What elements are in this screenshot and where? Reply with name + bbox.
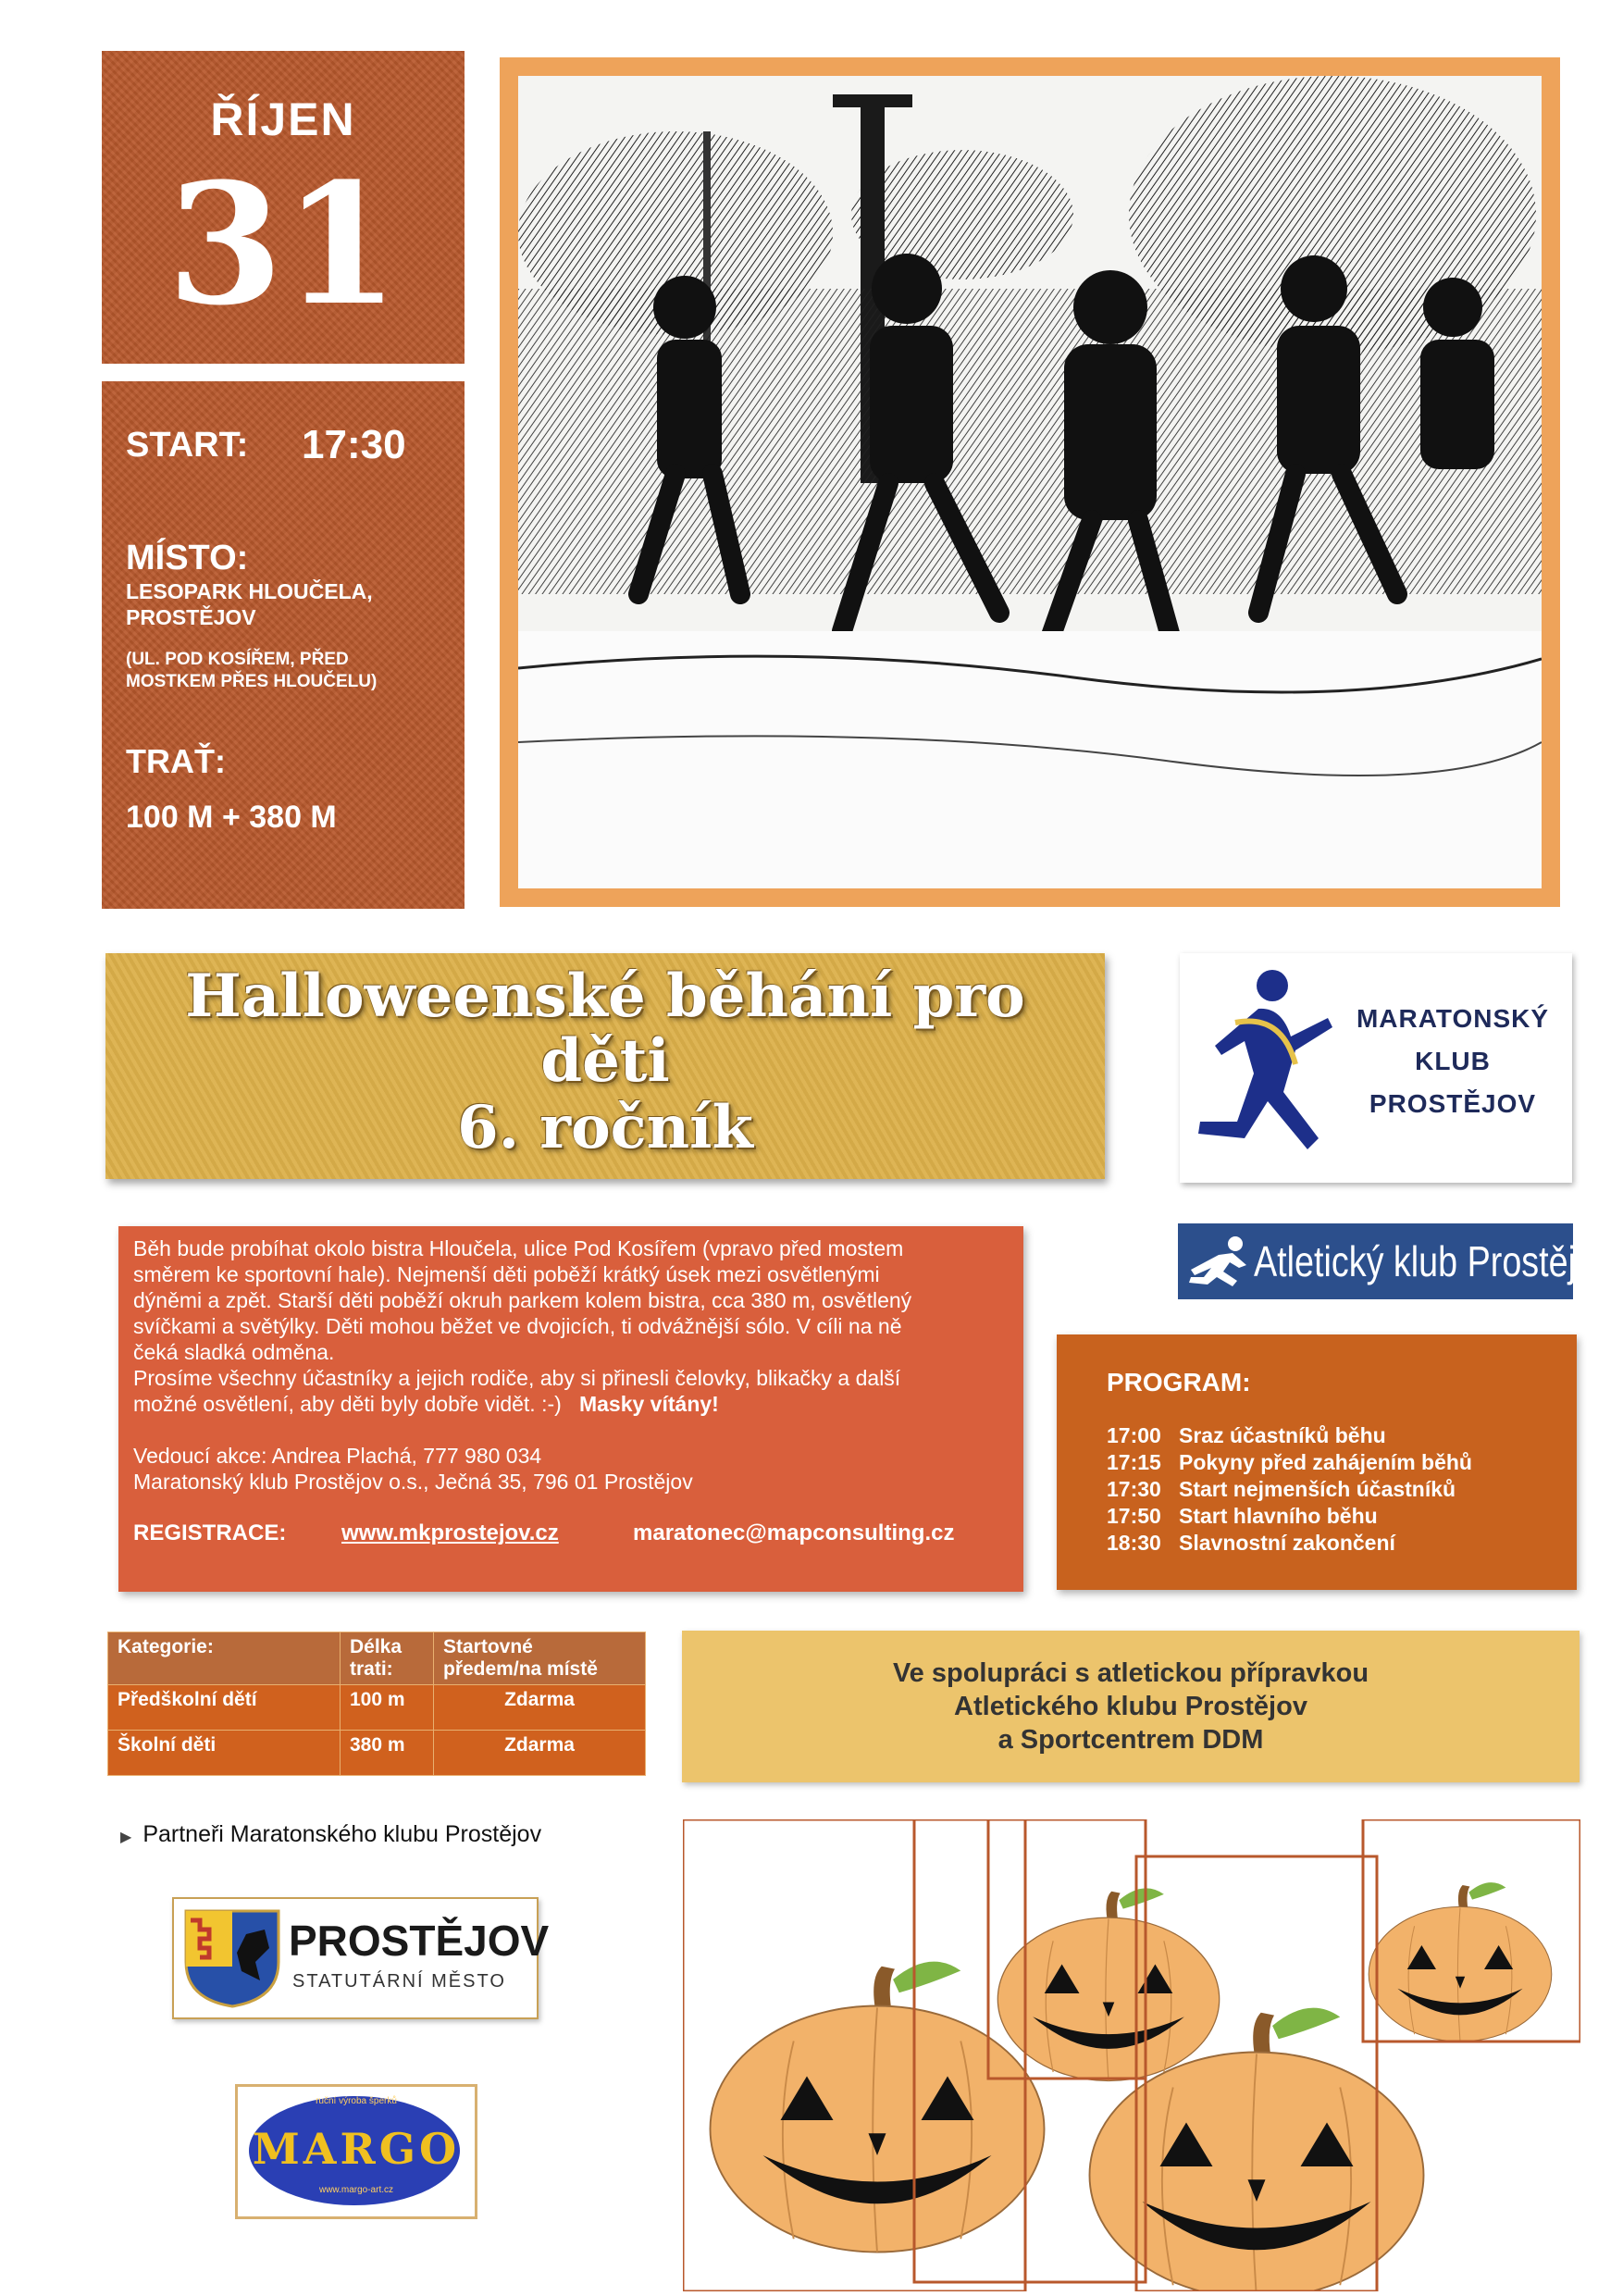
program-item	[1107, 1423, 1386, 1448]
desc-line6: Prosíme všechny účastníky a jejich rodiče, aby si přinesli čelovky, blikačky a další	[133, 1366, 901, 1390]
margo-url: www.margo-art.cz	[318, 2185, 393, 2195]
cell-fee: Zdarma	[434, 1685, 646, 1731]
margo-logo	[235, 2084, 477, 2219]
program-text: Pokyny před zahájením běhů	[1179, 1450, 1472, 1474]
place-line1: LESOPARK HLOUČELA,	[126, 579, 373, 603]
cell-fee: Zdarma	[434, 1731, 646, 1776]
desc-line3: dýněmi a zpět. Starší děti poběží okruh parkem kolem bistra, cca 380 m, osvětlený	[133, 1288, 912, 1312]
masks-text: Masky vítány!	[578, 1392, 719, 1416]
registration-label: REGISTRACE:	[133, 1520, 287, 1545]
pumpkins-illustration	[683, 1819, 1580, 2291]
cell-category: Předškolní dětí	[108, 1685, 341, 1731]
leader-line: Vedoucí akce: Andrea Plachá, 777 980 034	[133, 1444, 542, 1468]
photo-frame	[500, 57, 1560, 907]
description-box	[118, 1226, 1023, 1592]
desc-line5: čeká sladká odměna.	[133, 1340, 335, 1364]
table-row	[108, 1731, 646, 1776]
coat-of-arms-icon	[181, 1906, 283, 2008]
desc-line2: směrem ke sportovní hale). Nejmenší děti poběží krátký úsek mezi osvětlenými	[133, 1262, 880, 1286]
day-number: 31	[167, 147, 400, 342]
runners-sketch	[518, 76, 1542, 888]
track-label: TRAŤ:	[126, 742, 226, 780]
desc-line7-wrap	[133, 1391, 1012, 1417]
margo-name: MARGO	[252, 2124, 461, 2174]
mk-line3: PROSTĚJOV	[1369, 1089, 1537, 1118]
pumpkin	[711, 1962, 1045, 2253]
desc-line7: možné osvětlení, aby děti byly dobře vidět. :-)	[133, 1392, 562, 1416]
bullet-triangle-icon: ▶	[120, 1830, 132, 1845]
category-table	[107, 1632, 646, 1776]
registration-url[interactable]: www.mkprostejov.cz	[341, 1520, 559, 1545]
org-line: Maratonský klub Prostějov o.s., Ječná 35, 796 01 Prostějov	[133, 1470, 693, 1494]
table-row	[108, 1685, 646, 1731]
coop-line2: Atletického klubu Prostějov	[954, 1692, 1307, 1721]
place-note2: MOSTKEM PŘES HLOUČELU)	[126, 672, 378, 691]
city-name: PROSTĚJOV	[289, 1917, 550, 1965]
date-box	[102, 51, 465, 364]
event-title-box	[105, 953, 1105, 1179]
mk-line1: MARATONSKÝ	[1356, 1004, 1550, 1033]
header-fee: Startovné předem/na místě	[434, 1632, 646, 1685]
program-item	[1107, 1477, 1456, 1502]
title-line1: Halloweenské běhání pro	[185, 962, 1025, 1031]
program-time: 18:30	[1107, 1531, 1161, 1555]
city-subtitle: STATUTÁRNÍ MĚSTO	[292, 1971, 506, 1992]
title-line2: děti	[540, 1026, 670, 1096]
month: ŘÍJEN	[210, 93, 356, 145]
program-text: Slavnostní zakončení	[1179, 1531, 1395, 1555]
track-value: 100 M + 380 M	[126, 800, 337, 835]
program-text: Start nejmenších účastníků	[1179, 1477, 1456, 1501]
table-header-row	[108, 1632, 646, 1685]
prostejov-city-logo	[172, 1897, 550, 2019]
start-time: 17:30	[302, 422, 406, 467]
program-box	[1057, 1334, 1577, 1590]
program-time: 17:15	[1107, 1450, 1161, 1474]
program-item	[1107, 1531, 1395, 1556]
header-length: Délka trati:	[341, 1632, 434, 1685]
cooperation-box	[682, 1631, 1580, 1782]
cell-length: 380 m	[341, 1731, 434, 1776]
mk-line2: KLUB	[1415, 1047, 1491, 1075]
margo-tagline: ruční výroba šperků	[316, 2096, 397, 2106]
start-label: START:	[126, 426, 249, 465]
program-time: 17:50	[1107, 1504, 1161, 1528]
title-line3: 6. ročník	[457, 1093, 753, 1162]
program-item	[1107, 1504, 1378, 1529]
coop-line3: a Sportcentrem DDM	[997, 1725, 1264, 1755]
cell-length: 100 m	[341, 1685, 434, 1731]
desc-line1: Běh bude probíhat okolo bistra Hloučela, ulice Pod Kosířem (vpravo před mostem	[133, 1236, 904, 1260]
registration-line	[133, 1520, 1012, 1546]
sprinter-icon	[1182, 1223, 1256, 1299]
partners-heading	[120, 1821, 541, 1848]
program-text: Sraz účastníků běhu	[1179, 1423, 1386, 1447]
place-label: MÍSTO:	[126, 539, 249, 577]
program-text: Start hlavního běhu	[1179, 1504, 1378, 1528]
header-category: Kategorie:	[108, 1632, 341, 1685]
place-note1: (UL. POD KOSÍŘEM, PŘED	[126, 650, 349, 669]
program-title: PROGRAM:	[1107, 1368, 1251, 1396]
event-info-box	[102, 381, 465, 909]
pumpkin	[988, 1819, 1220, 2081]
runners-photo	[518, 76, 1542, 888]
runner-icon	[1180, 953, 1346, 1183]
place-line2: PROSTĚJOV	[126, 605, 256, 629]
mk-text	[1346, 998, 1559, 1125]
maratonsky-klub-logo	[1180, 953, 1572, 1183]
program-time: 17:30	[1107, 1477, 1161, 1501]
desc-line4: svíčkami a světýlky. Děti mohou běžet ve dvojicích, ti odvážnější sólo. V cíli na ně	[133, 1314, 902, 1338]
partners-label: Partneři Maratonského klubu Prostějov	[142, 1821, 542, 1847]
atleticky-klub-logo	[1178, 1223, 1613, 1299]
coop-line1: Ve spolupráci s atletickou přípravkou	[892, 1658, 1369, 1688]
ak-text: Atletický klub Prostějov	[1254, 1237, 1613, 1285]
pumpkin	[1363, 1819, 1580, 2042]
program-time: 17:00	[1107, 1423, 1161, 1447]
cell-category: Školní děti	[108, 1731, 341, 1776]
program-item	[1107, 1450, 1472, 1475]
registration-email[interactable]: maratonec@mapconsulting.cz	[633, 1520, 955, 1545]
